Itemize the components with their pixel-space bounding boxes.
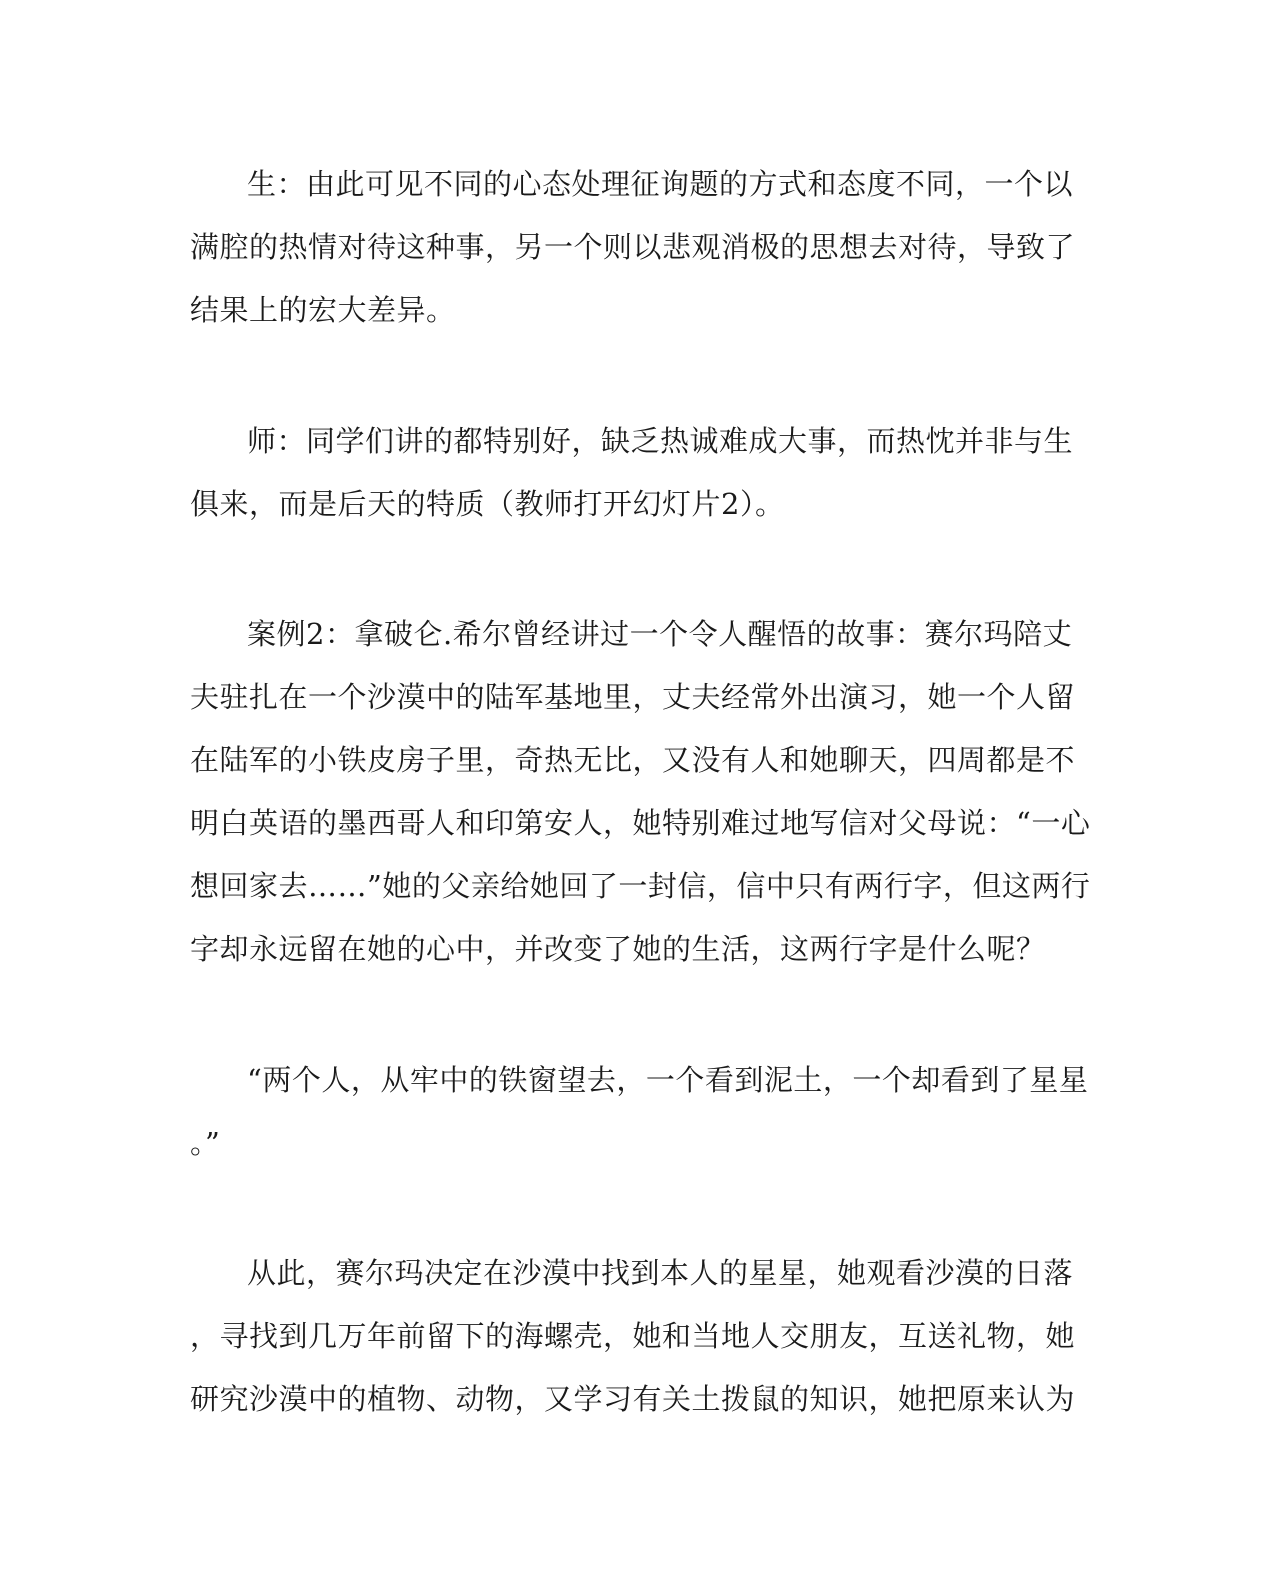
paragraph-2-line-1: 师：同学们讲的都特别好，缺乏热诚难成大事，而热忱并非与生 xyxy=(247,424,1074,458)
paragraph-2-line-2: 俱来，而是后天的特质（教师打开幻灯片2）。 xyxy=(190,487,785,521)
paragraph-1-line-1: 生：由此可见不同的心态处理征询题的方式和态度不同，一个以 xyxy=(247,167,1074,201)
paragraph-3-line-5: 想回家去……”她的父亲给她回了一封信，信中只有两行字，但这两行 xyxy=(190,869,1091,903)
paragraph-5-line-2: ，寻找到几万年前留下的海螺壳，她和当地人交朋友，互送礼物，她 xyxy=(190,1319,1076,1353)
paragraph-1-line-3: 结果上的宏大差异。 xyxy=(190,293,456,327)
paragraph-1-line-2: 满腔的热情对待这种事，另一个则以悲观消极的思想去对待，导致了 xyxy=(190,230,1076,264)
paragraph-5-line-1: 从此，赛尔玛决定在沙漠中找到本人的星星，她观看沙漠的日落 xyxy=(247,1256,1074,1290)
paragraph-3-line-6: 字却永远留在她的心中，并改变了她的生活，这两行字是什么呢？ xyxy=(190,932,1046,966)
paragraph-3-line-3: 在陆军的小铁皮房子里，奇热无比，又没有人和她聊天，四周都是不 xyxy=(190,743,1076,777)
paragraph-5-line-3: 研究沙漠中的植物、动物，又学习有关土拨鼠的知识，她把原来认为 xyxy=(190,1382,1076,1416)
paragraph-3-line-2: 夫驻扎在一个沙漠中的陆军基地里，丈夫经常外出演习，她一个人留 xyxy=(190,680,1076,714)
paragraph-4-line-2: 。” xyxy=(190,1126,221,1160)
paragraph-4-line-1: “两个人，从牢中的铁窗望去，一个看到泥土，一个却看到了星星 xyxy=(247,1063,1089,1097)
paragraph-3-line-1: 案例2：拿破仑.希尔曾经讲过一个令人醒悟的故事：赛尔玛陪丈 xyxy=(247,617,1073,651)
paragraph-3-line-4: 明白英语的墨西哥人和印第安人，她特别难过地写信对父母说：“一心 xyxy=(190,806,1091,840)
